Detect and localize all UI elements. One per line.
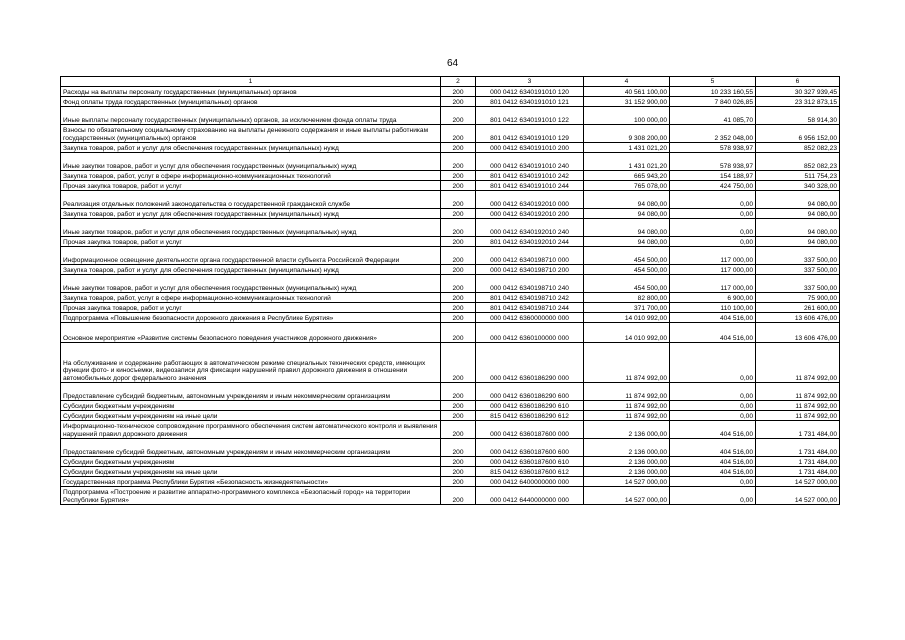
table-body [61,87,840,505]
table-row [61,323,840,343]
table-row [61,421,840,439]
row-budget-code-cell: 815 0412 6360187600 612 [476,467,584,477]
table-row [61,209,840,219]
row-value-6-cell: 1 731 484,00 [756,439,840,457]
row-value-5-cell: 578 938,97 [670,143,756,153]
table-row [61,219,840,237]
row-name-cell: Субсидии бюджетным учреждениям на иные цели [61,467,441,477]
table-row [61,125,840,143]
row-value-6-cell: 852 082,23 [756,143,840,153]
row-value-4-cell: 371 700,00 [584,303,670,313]
page-number: 64 [446,58,459,69]
row-name-cell: Иные закупки товаров, работ и услуг для обеспечения государственных (муниципальных) нужд [61,275,441,293]
row-code2-cell: 200 [441,401,476,411]
row-value-4-cell: 94 080,00 [584,219,670,237]
row-name-cell: Закупка товаров, работ, услуг в сфере информационно-коммуникационных технологий [61,171,441,181]
row-code2-cell: 200 [441,125,476,143]
row-name-cell: Закупка товаров, работ и услуг для обеспечения государственных (муниципальных) нужд [61,209,441,219]
table-row [61,487,840,505]
row-name-cell: Предоставление субсидий бюджетным, автономным учреждениям и иным некоммерческим организациям [61,439,441,457]
row-code2-cell: 200 [441,275,476,293]
row-name-cell: Государственная программа Республики Бурятия «Безопасность жизнедеятельности» [61,477,441,487]
row-name-cell: На обслуживание и содержание работающих в автоматическом режиме специальных технических средств, имеющих функции фото- и киносъемки, видеозаписи для фиксации нарушений правил дорожного движения в отношении автомобильных дорог федерального значения [61,343,441,383]
row-code2-cell: 200 [441,107,476,125]
row-budget-code-cell: 000 0412 6340191010 120 [476,87,584,97]
row-value-5-cell: 0,00 [670,401,756,411]
row-value-5-cell: 0,00 [670,411,756,421]
row-value-6-cell: 337 500,00 [756,247,840,265]
row-value-6-cell: 11 874 992,00 [756,343,840,383]
row-value-4-cell: 2 136 000,00 [584,457,670,467]
row-budget-code-cell: 801 0412 6340198710 242 [476,293,584,303]
row-value-5-cell: 41 085,70 [670,107,756,125]
row-name-cell: Подпрограмма «Построение и развитие аппаратно-программного комплекса «Безопасный город» на территории Республики Бурятия» [61,487,441,505]
row-value-6-cell: 13 606 476,00 [756,313,840,323]
row-budget-code-cell: 801 0412 6340192010 244 [476,237,584,247]
row-name-cell: Субсидии бюджетным учреждениям [61,401,441,411]
row-name-cell: Основное мероприятие «Развитие системы безопасного поведения участников дорожного движения» [61,323,441,343]
table-row [61,107,840,125]
table-row [61,401,840,411]
row-value-5-cell: 404 516,00 [670,457,756,467]
row-value-6-cell: 511 754,23 [756,171,840,181]
table-row [61,293,840,303]
column-header: 1 [61,77,441,87]
table-header-row [61,77,840,87]
row-name-cell: Предоставление субсидий бюджетным, автономным учреждениям и иным некоммерческим организациям [61,383,441,401]
row-value-5-cell: 110 100,00 [670,303,756,313]
row-value-6-cell: 1 731 484,00 [756,467,840,477]
row-code2-cell: 200 [441,247,476,265]
row-value-4-cell: 765 078,00 [584,181,670,191]
row-value-6-cell: 94 080,00 [756,209,840,219]
table-row [61,153,840,171]
row-budget-code-cell: 000 0412 6360187600 610 [476,457,584,467]
row-value-4-cell: 2 136 000,00 [584,467,670,477]
row-budget-code-cell: 000 0412 6340192010 240 [476,219,584,237]
row-value-4-cell: 31 152 900,00 [584,97,670,107]
table-row [61,87,840,97]
table-row [61,313,840,323]
row-name-cell: Закупка товаров, работ, услуг в сфере информационно-коммуникационных технологий [61,293,441,303]
row-code2-cell: 200 [441,293,476,303]
row-code2-cell: 200 [441,477,476,487]
row-value-4-cell: 82 800,00 [584,293,670,303]
row-code2-cell: 200 [441,343,476,383]
row-code2-cell: 200 [441,97,476,107]
row-budget-code-cell: 000 0412 6360186290 610 [476,401,584,411]
row-value-6-cell: 11 874 992,00 [756,401,840,411]
table-row [61,275,840,293]
row-budget-code-cell: 801 0412 6340191010 121 [476,97,584,107]
row-code2-cell: 200 [441,313,476,323]
row-name-cell: Иные закупки товаров, работ и услуг для обеспечения государственных (муниципальных) нужд [61,219,441,237]
column-header: 4 [584,77,670,87]
row-budget-code-cell: 000 0412 6360186290 000 [476,343,584,383]
table-row [61,247,840,265]
row-code2-cell: 200 [441,191,476,209]
row-value-5-cell: 404 516,00 [670,323,756,343]
row-code2-cell: 200 [441,303,476,313]
row-budget-code-cell: 815 0412 6360186290 612 [476,411,584,421]
table-row [61,457,840,467]
row-budget-code-cell: 000 0412 6340191010 240 [476,153,584,171]
row-value-5-cell: 0,00 [670,343,756,383]
row-value-5-cell: 117 000,00 [670,275,756,293]
row-value-6-cell: 11 874 992,00 [756,383,840,401]
row-budget-code-cell: 801 0412 6340191010 129 [476,125,584,143]
row-name-cell: Закупка товаров, работ и услуг для обеспечения государственных (муниципальных) нужд [61,265,441,275]
table-row [61,265,840,275]
row-name-cell: Закупка товаров, работ и услуг для обеспечения государственных (муниципальных) нужд [61,143,441,153]
row-budget-code-cell: 000 0412 6340191010 200 [476,143,584,153]
row-value-5-cell: 0,00 [670,487,756,505]
row-value-4-cell: 14 527 000,00 [584,477,670,487]
row-budget-code-cell: 000 0412 6340192010 200 [476,209,584,219]
row-budget-code-cell: 801 0412 6340191010 244 [476,181,584,191]
row-value-5-cell: 154 188,97 [670,171,756,181]
row-value-6-cell: 14 527 000,00 [756,477,840,487]
table-row [61,303,840,313]
row-name-cell: Реализация отдельных положений законодательства о государственной гражданской службе [61,191,441,209]
row-value-5-cell: 404 516,00 [670,439,756,457]
row-code2-cell: 200 [441,153,476,171]
row-code2-cell: 200 [441,467,476,477]
row-budget-code-cell: 000 0412 6400000000 000 [476,477,584,487]
table-row [61,467,840,477]
table-row [61,191,840,209]
row-name-cell: Прочая закупка товаров, работ и услуг [61,303,441,313]
table-row [61,383,840,401]
row-value-5-cell: 7 840 026,85 [670,97,756,107]
row-value-5-cell: 0,00 [670,237,756,247]
row-value-4-cell: 454 500,00 [584,265,670,275]
column-header: 3 [476,77,584,87]
row-value-4-cell: 11 874 992,00 [584,343,670,383]
row-code2-cell: 200 [441,323,476,343]
row-value-4-cell: 11 874 992,00 [584,401,670,411]
row-value-5-cell: 0,00 [670,383,756,401]
row-budget-code-cell: 000 0412 6360000000 000 [476,313,584,323]
row-value-4-cell: 94 080,00 [584,209,670,219]
row-name-cell: Расходы на выплаты персоналу государственных (муниципальных) органов [61,87,441,97]
row-value-6-cell: 14 527 000,00 [756,487,840,505]
row-code2-cell: 200 [441,181,476,191]
row-budget-code-cell: 000 0412 6360186290 600 [476,383,584,401]
row-value-5-cell: 0,00 [670,191,756,209]
row-code2-cell: 200 [441,421,476,439]
row-value-5-cell: 0,00 [670,209,756,219]
row-code2-cell: 200 [441,171,476,181]
column-header: 6 [756,77,840,87]
row-value-6-cell: 75 900,00 [756,293,840,303]
row-value-5-cell: 0,00 [670,219,756,237]
row-value-4-cell: 94 080,00 [584,191,670,209]
row-name-cell: Фонд оплаты труда государственных (муниципальных) органов [61,97,441,107]
row-value-4-cell: 9 308 200,00 [584,125,670,143]
row-code2-cell: 200 [441,411,476,421]
row-value-5-cell: 117 000,00 [670,247,756,265]
row-budget-code-cell: 000 0412 6340198710 240 [476,275,584,293]
row-value-5-cell: 6 900,00 [670,293,756,303]
table-row [61,171,840,181]
row-budget-code-cell: 000 0412 6340198710 200 [476,265,584,275]
row-code2-cell: 200 [441,87,476,97]
row-value-5-cell: 404 516,00 [670,467,756,477]
row-value-4-cell: 665 943,20 [584,171,670,181]
row-value-6-cell: 94 080,00 [756,237,840,247]
row-value-5-cell: 2 352 048,00 [670,125,756,143]
row-name-cell: Иные выплаты персоналу государственных (муниципальных) органов, за исключением фонда оплаты труда [61,107,441,125]
row-value-4-cell: 14 010 992,00 [584,323,670,343]
table-row [61,237,840,247]
row-value-5-cell: 404 516,00 [670,421,756,439]
row-value-6-cell: 94 080,00 [756,219,840,237]
row-value-6-cell: 23 312 873,15 [756,97,840,107]
row-code2-cell: 200 [441,383,476,401]
row-value-4-cell: 2 136 000,00 [584,439,670,457]
row-code2-cell: 200 [441,219,476,237]
row-value-6-cell: 337 500,00 [756,275,840,293]
table-row [61,181,840,191]
table-row [61,411,840,421]
row-value-5-cell: 0,00 [670,477,756,487]
row-value-5-cell: 404 516,00 [670,313,756,323]
column-header: 2 [441,77,476,87]
row-value-6-cell: 94 080,00 [756,191,840,209]
row-value-6-cell: 852 082,23 [756,153,840,171]
row-value-6-cell: 340 328,00 [756,181,840,191]
row-value-6-cell: 261 600,00 [756,303,840,313]
row-name-cell: Прочая закупка товаров, работ и услуг [61,181,441,191]
row-value-4-cell: 2 136 000,00 [584,421,670,439]
row-code2-cell: 200 [441,265,476,275]
row-name-cell: Взносы по обязательному социальному страхованию на выплаты денежного содержания и иные выплаты работникам государственных (муниципальных) органов [61,125,441,143]
row-value-6-cell: 1 731 484,00 [756,457,840,467]
row-budget-code-cell: 801 0412 6340191010 122 [476,107,584,125]
table-row [61,97,840,107]
row-value-4-cell: 14 010 992,00 [584,313,670,323]
row-value-4-cell: 40 561 100,00 [584,87,670,97]
row-value-6-cell: 1 731 484,00 [756,421,840,439]
table-row [61,343,840,383]
row-budget-code-cell: 801 0412 6340191010 242 [476,171,584,181]
row-value-4-cell: 94 080,00 [584,237,670,247]
row-code2-cell: 200 [441,237,476,247]
row-value-6-cell: 6 956 152,00 [756,125,840,143]
row-budget-code-cell: 000 0412 6340198710 000 [476,247,584,265]
row-value-6-cell: 13 606 476,00 [756,323,840,343]
row-budget-code-cell: 000 0412 6360187600 600 [476,439,584,457]
row-budget-code-cell: 000 0412 6360187600 000 [476,421,584,439]
row-value-4-cell: 1 431 021,20 [584,153,670,171]
row-code2-cell: 200 [441,457,476,467]
row-code2-cell: 200 [441,209,476,219]
row-value-4-cell: 100 000,00 [584,107,670,125]
table-row [61,477,840,487]
row-value-6-cell: 11 874 992,00 [756,411,840,421]
row-code2-cell: 200 [441,487,476,505]
row-value-4-cell: 454 500,00 [584,275,670,293]
row-name-cell: Субсидии бюджетным учреждениям на иные цели [61,411,441,421]
budget-table [60,76,840,505]
row-value-6-cell: 30 327 939,45 [756,87,840,97]
table-row [61,439,840,457]
row-value-4-cell: 1 431 021,20 [584,143,670,153]
row-name-cell: Подпрограмма «Повышение безопасности дорожного движения в Республике Бурятия» [61,313,441,323]
row-value-5-cell: 10 233 160,55 [670,87,756,97]
row-name-cell: Иные закупки товаров, работ и услуг для обеспечения государственных (муниципальных) нужд [61,153,441,171]
row-budget-code-cell: 000 0412 6340192010 000 [476,191,584,209]
row-value-4-cell: 11 874 992,00 [584,411,670,421]
row-name-cell: Субсидии бюджетным учреждениям [61,457,441,467]
row-budget-code-cell: 801 0412 6340198710 244 [476,303,584,313]
row-value-4-cell: 11 874 992,00 [584,383,670,401]
row-value-6-cell: 337 500,00 [756,265,840,275]
row-value-4-cell: 14 527 000,00 [584,487,670,505]
column-header: 5 [670,77,756,87]
row-value-4-cell: 454 500,00 [584,247,670,265]
row-value-5-cell: 117 000,00 [670,265,756,275]
table-row [61,143,840,153]
row-value-5-cell: 424 750,00 [670,181,756,191]
row-budget-code-cell: 000 0412 6440000000 000 [476,487,584,505]
row-name-cell: Информационное освещение деятельности органа государственной власти субъекта Российской Федерации [61,247,441,265]
row-name-cell: Информационно-техническое сопровождение программного обеспечения систем автоматического контроля и выявления нарушений правил дорожного движения [61,421,441,439]
row-code2-cell: 200 [441,439,476,457]
row-name-cell: Прочая закупка товаров, работ и услуг [61,237,441,247]
row-value-5-cell: 578 938,97 [670,153,756,171]
row-value-6-cell: 58 914,30 [756,107,840,125]
row-budget-code-cell: 000 0412 6360100000 000 [476,323,584,343]
row-code2-cell: 200 [441,143,476,153]
